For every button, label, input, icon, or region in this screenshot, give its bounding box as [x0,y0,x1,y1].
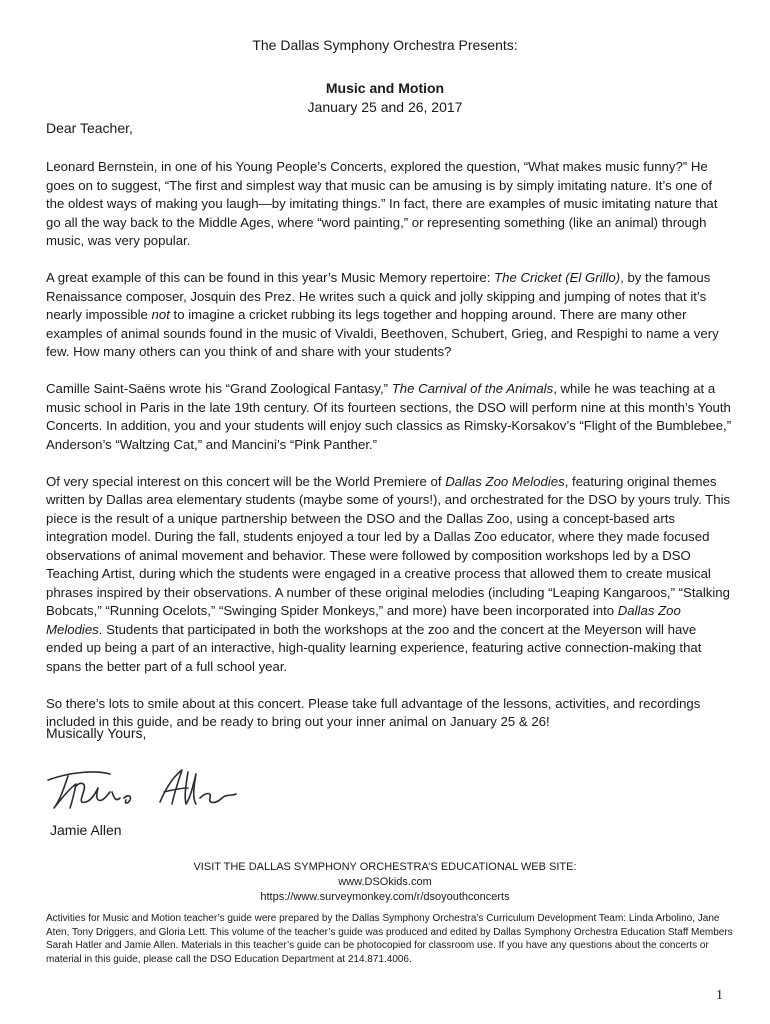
program-title: Music and Motion [325,80,445,96]
salutation: Dear Teacher, [46,120,133,136]
paragraph-5: So there’s lots to smile about at this concert. Please take full advantage of the lessons, activities, and recordings included in this guide, and be ready to bring out your inner animal on January 25 & 26! [46,695,701,729]
work-title-zoo-melodies-2: Dallas Zoo Melodies [46,603,681,637]
credits-note: Activities for Music and Motion teacher’s guide were prepared by the Dallas Symphony Orchestra’s Curriculum Development Team: Linda Arbolino, Jane Aten, Tony Driggers, and Gloria Lett. This volume of the teacher’s guide was produced and edited by Dallas Symphony Orchestra Education Staff Members Sarah Hatler and Jamie Allen. Materials in this teacher’s guide can be photocopied for classroom use. If you have any questions about the concerts or material in this guide, please call the DSO Education Department at 214.871.4006. [46,913,733,965]
work-title-carnival: The Carnival of the Animals [391,381,554,396]
paragraph-2-text-c: to imagine a cricket rubbing its legs together and hopping around. There are many other examples of animal sounds found in the music of Vivaldi, Beethoven, Schubert, Grieg, and Respighi to name a very few. How many others can you think of and share with your students? [46,307,719,359]
page-number: 1 [716,988,723,1003]
web-heading: VISIT THE DALLAS SYMPHONY ORCHESTRA’S EDUCATIONAL WEB SITE: [193,861,577,873]
paragraph-4-text-c: . Students that participated in both the workshops at the zoo and the concert at the Meyerson will have ended up being a part of an interactive, high-quality learning experience, featuring active connection-making that spans the better part of a full school year. [46,621,702,674]
signature-image [40,758,260,818]
work-title-zoo-melodies: Dallas Zoo Melodies [445,473,565,489]
paragraph-4 [46,473,732,677]
survey-link[interactable]: https://www.surveymonkey.com/r/dsoyouthconcerts [260,891,510,903]
web-info [0,860,770,905]
paragraph-4-text-b: , featuring original themes written by Dallas area elementary students (maybe some of yours!), and orchestrated for the DSO by yours truly. This piece is the result of a unique partnership between the DSO and the Dallas Zoo, using a concept-based arts integration model. During the fall, students enjoyed a tour led by a Dallas Zoo educator, where they made focused observations of animal movement and behavior. These were followed by composition workshops led by a DSO Teaching Artist, during which the students were engaged in a creative process that allowed them to create musical phrases inspired by their observations. A number of these original melodies (including “Leaping Kangaroos,” “Stalking Bobcats,” “Running Ocelots,” “Swinging Spider Monkeys,” and more) have been incorporated into [46,473,731,618]
signer-name: Jamie Allen [50,822,122,838]
paragraph-2-text-b: , by the famous Renaissance composer, Josquin des Prez. He writes such a quick and jolly skipping and jumping of notes that it’s nearly impossible [46,270,711,322]
letter-body [46,158,732,750]
paragraph-4-text-a: Of very special interest on this concert will be the World Premiere of [46,473,446,489]
dsokids-link[interactable]: www.DSOkids.com [338,876,432,888]
paragraph-1: Leonard Bernstein, in one of his Young People’s Concerts, explored the question, “What makes music funny?” He goes on to suggest, “The first and simplest way that music can be amusing is by simply imitating nature. It’s one of the oldest ways of making you laugh—by imitating things.” In fact, there are examples of music imitating nature that go all the way back to the Middle Ages, where “word painting,” or representing something (like an animal) through music, was very popular. [46,159,718,248]
work-title-cricket: The Cricket (El Grillo) [494,270,621,285]
paragraph-3-text-a: Camille Saint-Saëns wrote his “Grand Zoological Fantasy,” [46,381,392,396]
paragraph-2-text-a: A great example of this can be found in this year’s Music Memory repertoire: [46,270,495,285]
paragraph-2 [46,269,732,362]
closing: Musically Yours, [46,725,147,741]
emphasis-not: not [151,307,170,322]
paragraph-3-text-b: , while he was teaching at a music school in Paris in the late 19th century. Of its fourteen sections, the DSO will perform nine at this month’s Youth Concerts. In addition, you and your students will enjoy such classics as Rimsky-Korsakov’s “Flight of the Bumblebee,” Anderson’s “Waltzing Cat,” and Mancini’s “Pink Panther.” [46,381,732,452]
paragraph-3 [46,380,732,454]
presents-line: The Dallas Symphony Orchestra Presents: [252,37,518,53]
program-dates: January 25 and 26, 2017 [307,99,463,115]
